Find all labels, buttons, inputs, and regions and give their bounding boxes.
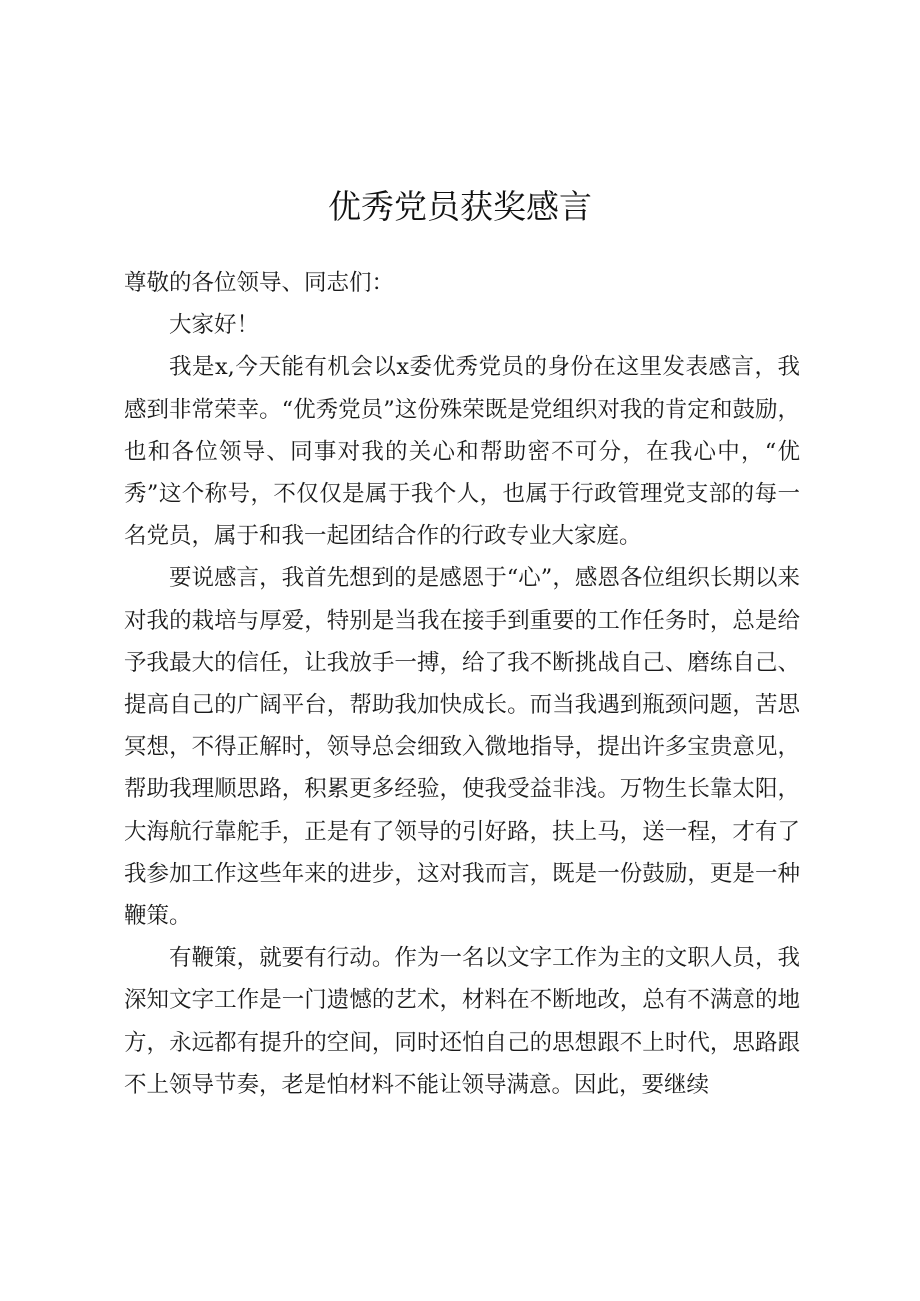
paragraph-action: 有鞭策，就要有行动。作为一名以文字工作为主的文职人员，我深知文字工作是一门遗憾的艺术，材料在不断地改，总有不满意的地方，永远都有提升的空间，同时还怕自己的思想跟不上时代，思路跟不上领导节奏，老是怕材料不能让领导满意。因此，要继续 [124,945,800,1098]
paragraph-gratitude: 要说感言，我首先想到的是感恩于“心”，感恩各位组织长期以来对我的栽培与厚爱，特别是当我在接手到重要的工作任务时，总是给予我最大的信任，让我放手一搏，给了我不断挑战自己、磨练自己、提高自己的广阔平台，帮助我加快成长。而当我遇到瓶颈问题，苦思冥想，不得正解时，领导总会细致入微地指导，提出许多宝贵意见，帮助我理顺思路，积累更多经验，使我受益非浅。万物生长靠太阳，大海航行靠舵手，正是有了领导的引好路，扶上马，送一程，才有了我参加工作这些年来的进步，这对我而言，既是一份鼓励，更是一种鞭策。 [124,565,800,930]
salutation: 尊敬的各位领导、同志们： [124,270,395,296]
document-body [124,262,800,1106]
paragraph-greeting: 大家好！ [169,312,260,339]
paragraph-introduction: 我是x,今天能有机会以x委优秀党员的身份在这里发表感言，我感到非常荣幸。“优秀党员”这份殊荣既是党组织对我的肯定和鼓励，也和各位领导、同事对我的关心和帮助密不可分，在我心中，“优秀”这个称号，不仅仅是属于我个人，也属于行政管理党支部的每一名党员，属于和我一起团结合作的行政专业大家庭。 [124,354,800,550]
document-title: 优秀党员获奖感言 [328,187,592,226]
